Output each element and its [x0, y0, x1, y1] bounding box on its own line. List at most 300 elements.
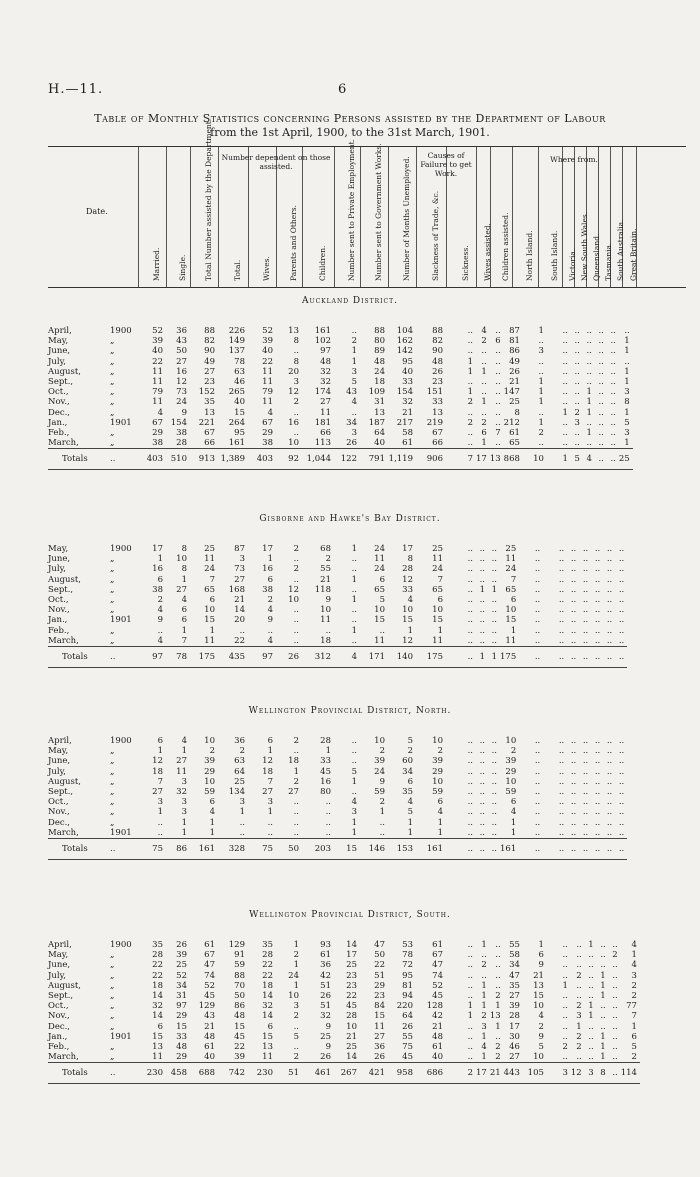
table-cell: .. [351, 584, 357, 595]
table-cell: .. [491, 564, 497, 575]
table-cell: 2 [467, 397, 473, 408]
table-cell: .. [467, 756, 473, 767]
table-cell: 18 [288, 756, 299, 767]
table-cell: 6 [157, 574, 163, 585]
table-cell: 40 [234, 397, 245, 408]
table-cell: 791 [360, 449, 388, 470]
table-cell: 14 [152, 1011, 163, 1022]
table-cell: 10 [374, 736, 385, 746]
table-cell: .. [600, 950, 606, 961]
row-year: 1901 [110, 827, 132, 838]
table-cell: 1 [157, 554, 163, 565]
table-cell: .. [624, 356, 630, 367]
table-cell: .. [325, 797, 331, 808]
table-cell: 23 [204, 377, 215, 388]
table-cell: 11 [505, 554, 517, 565]
table-cell: .. [479, 807, 485, 818]
row-year: .. [110, 449, 138, 470]
table-cell: 13 [490, 449, 504, 470]
table-cell: .. [467, 564, 473, 575]
table-cell: 104 [396, 326, 413, 336]
table-row [48, 1011, 640, 1021]
table-cell: 47 [374, 940, 385, 950]
table-cell: .. [582, 574, 589, 585]
table-cell: .. [598, 387, 604, 398]
table-cell: 63 [234, 366, 245, 377]
table-cell: 12 [176, 377, 187, 388]
table-row [48, 626, 627, 636]
table-cell: 15 [234, 407, 245, 418]
table-cell: 3 [481, 1021, 487, 1032]
section-table [48, 544, 627, 668]
table-cell: 4 [407, 595, 413, 606]
row-year: 1900 [110, 940, 132, 950]
table-cell: 45 [402, 1052, 413, 1063]
column-label-months-unemp [396, 153, 411, 281]
table-cell: 61 [402, 438, 413, 449]
table-cell: 26 [346, 438, 357, 449]
table-cell: .. [576, 980, 582, 991]
table-cell: .. [558, 564, 565, 575]
column-divider [512, 147, 513, 287]
table-cell: .. [534, 797, 541, 808]
row-date: Dec., [48, 407, 71, 418]
table-cell: .. [598, 326, 604, 336]
table-cell: 5 [407, 807, 413, 818]
table-cell: .. [607, 449, 619, 470]
table-cell: 1 [600, 1052, 606, 1063]
row-year: „ [110, 980, 115, 991]
column-label-text: Queensland. [592, 233, 601, 281]
row-date: August, [48, 776, 82, 787]
table-cell: .. [610, 438, 616, 449]
table-cell: .. [588, 991, 594, 1002]
table-cell: 9 [325, 1021, 331, 1032]
table-cell: 7 [446, 449, 476, 470]
table-cell: .. [582, 736, 589, 746]
table-cell: 11 [262, 377, 273, 388]
table-cell: 3 [351, 366, 357, 377]
table-cell: 18 [262, 766, 273, 777]
table-cell: 86 [509, 346, 520, 357]
table-cell: 33 [432, 397, 443, 408]
table-cell: .. [600, 960, 606, 971]
table-cell: 3 [267, 797, 273, 808]
table-row [48, 807, 627, 817]
table-cell: .. [612, 1031, 618, 1042]
table-cell: 16 [320, 776, 331, 787]
table-row [48, 326, 633, 336]
table-row [48, 357, 633, 367]
row-date: Dec., [48, 817, 71, 828]
table-cell: 1 [586, 387, 592, 398]
table-cell: 31 [374, 397, 385, 408]
table-cell: 1 [267, 554, 273, 565]
table-cell: 67 [432, 428, 443, 439]
table-cell: 1 [407, 625, 413, 636]
table-cell: 27 [176, 356, 187, 367]
table-cell: .. [598, 428, 604, 439]
table-cell: 45 [234, 1031, 245, 1042]
table-cell: 7 [631, 1011, 637, 1022]
table-cell: 10 [432, 605, 443, 616]
table-cell: 36 [176, 326, 187, 336]
table-cell: 47 [432, 960, 443, 971]
table-cell: 25 [432, 544, 443, 554]
table-cell: 7 [181, 635, 187, 646]
row-year: 1901 [110, 417, 132, 428]
table-cell: .. [570, 787, 577, 798]
totals-label: Totals [48, 449, 110, 470]
table-cell: .. [479, 827, 485, 838]
table-cell: 95 [402, 970, 413, 981]
table-cell: 6 [157, 736, 163, 746]
table-cell: 1 [293, 766, 299, 777]
table-cell: 403 [138, 449, 166, 470]
row-date: August, [48, 980, 82, 991]
table-cell: 510 [166, 449, 190, 470]
table-cell: 45 [320, 766, 331, 777]
table-cell: 265 [228, 387, 245, 398]
table-cell: 80 [374, 336, 385, 347]
table-cell: 1 [538, 940, 544, 950]
table-cell: .. [467, 736, 473, 746]
table-cell: .. [598, 366, 604, 377]
table-cell: 3 [547, 1063, 571, 1084]
table-cell: .. [618, 625, 625, 636]
table-cell: 60 [402, 756, 413, 767]
table-cell: .. [467, 827, 473, 838]
table-cell: 2 [538, 1021, 544, 1032]
table-cell: 2 [631, 980, 637, 991]
table-cell: .. [618, 817, 625, 828]
table-cell: .. [612, 1011, 618, 1022]
table-cell: 161 [314, 326, 331, 336]
table-cell: 12 [152, 756, 163, 767]
table-cell: 1 [181, 746, 187, 757]
table-cell: 38 [176, 428, 187, 439]
table-cell: .. [582, 766, 589, 777]
table-cell: 59 [374, 787, 385, 798]
table-cell: 68 [320, 544, 331, 554]
table-cell: .. [495, 366, 501, 377]
table-cell: 35 [204, 397, 215, 408]
table-cell: 3 [181, 776, 187, 787]
table-cell: .. [562, 940, 568, 950]
table-cell: 1 [562, 407, 568, 418]
row-year: 1900 [110, 326, 132, 336]
table-cell: 48 [176, 1042, 187, 1053]
table-cell: .. [467, 746, 473, 757]
table-cell: .. [574, 326, 580, 336]
table-cell: 88 [432, 326, 443, 336]
table-cell: 443 [504, 1063, 523, 1084]
table-cell: .. [467, 574, 473, 585]
table-cell: .. [488, 839, 500, 860]
table-row [48, 950, 640, 960]
column-label-total [227, 153, 242, 281]
table-cell: .. [606, 787, 613, 798]
table-cell: 78 [402, 950, 413, 961]
table-cell: 23 [346, 970, 357, 981]
table-cell: 3 [239, 554, 245, 565]
table-cell: 4 [267, 635, 273, 646]
table-cell: 1 [351, 595, 357, 606]
table-cell: 32 [320, 366, 331, 377]
table-cell: 1 [467, 1001, 473, 1012]
table-cell: 154 [396, 387, 413, 398]
row-year: 1901 [110, 615, 132, 626]
table-cell: .. [582, 776, 589, 787]
table-cell: 1 [467, 356, 473, 367]
table-cell: 2 [407, 746, 413, 757]
table-cell: 2 [495, 991, 501, 1002]
table-cell: .. [467, 766, 473, 777]
table-cell: 2 [325, 554, 331, 565]
table-row [48, 336, 633, 346]
table-cell: 39 [152, 336, 163, 347]
table-cell: 25 [320, 1031, 331, 1042]
table-cell: .. [267, 817, 273, 828]
table-cell: 65 [204, 584, 215, 595]
table-cell: 10 [346, 1021, 357, 1032]
table-row [48, 767, 627, 777]
table-cell: .. [481, 407, 487, 418]
table-cell: .. [576, 960, 582, 971]
table-cell: .. [479, 776, 485, 787]
row-year: „ [110, 1042, 115, 1053]
table-cell: 24 [374, 544, 385, 554]
table-cell: .. [495, 387, 501, 398]
table-cell: 24 [374, 564, 385, 575]
table-cell: 94 [402, 991, 413, 1002]
table-cell: .. [606, 766, 613, 777]
table-cell: 4 [583, 449, 595, 470]
table-cell: .. [610, 377, 616, 388]
table-cell: 38 [152, 438, 163, 449]
table-cell: 61 [204, 940, 215, 950]
row-year: „ [110, 797, 115, 808]
table-cell: .. [574, 356, 580, 367]
table-cell: 6 [437, 595, 443, 606]
table-cell: 26 [176, 940, 187, 950]
table-cell: .. [479, 746, 485, 757]
table-cell: 1 [407, 817, 413, 828]
table-cell: .. [574, 438, 580, 449]
table-cell: .. [491, 574, 497, 585]
table-row [48, 1042, 640, 1052]
table-cell: 686 [416, 1063, 446, 1084]
table-cell: .. [606, 625, 613, 636]
table-cell: 80 [320, 787, 331, 798]
table-cell: .. [582, 787, 589, 798]
column-label-text: South Island. [550, 230, 559, 281]
table-cell: .. [293, 554, 299, 565]
totals-row [48, 1063, 640, 1084]
table-cell: .. [574, 377, 580, 388]
table-cell: .. [467, 797, 473, 808]
table-cell: 75 [402, 1042, 413, 1053]
table-cell: 26 [432, 366, 443, 377]
table-cell: .. [558, 746, 565, 757]
column-label-children [312, 153, 327, 281]
table-cell: 219 [426, 417, 443, 428]
table-cell: 20 [234, 615, 245, 626]
table-cell: 162 [396, 336, 413, 347]
table-cell: .. [612, 1052, 618, 1063]
row-date: July, [48, 766, 66, 777]
table-cell: 28 [262, 950, 273, 961]
table-cell: 6 [157, 1021, 163, 1032]
table-cell: .. [594, 766, 601, 777]
table-cell: 102 [314, 336, 331, 347]
table-cell: 6 [510, 595, 517, 606]
table-cell: .. [562, 960, 568, 971]
table-cell: 1 [481, 980, 487, 991]
table-cell: .. [594, 574, 601, 585]
table-cell: 1 [209, 827, 215, 838]
table-cell: .. [594, 554, 601, 565]
table-cell: 10 [204, 776, 215, 787]
row-year: „ [110, 787, 115, 798]
table-cell: .. [534, 635, 541, 646]
table-cell: 1 [481, 940, 487, 950]
column-label-text: Sickness. [461, 245, 470, 281]
table-cell: 1 [351, 827, 357, 838]
table-row [48, 615, 627, 625]
totals-label: Totals [48, 1063, 110, 1084]
table-cell: .. [582, 635, 589, 646]
table-cell: 15 [374, 1011, 385, 1022]
table-cell: 29 [262, 428, 273, 439]
table-cell: 25 [509, 397, 520, 408]
column-label-parents [283, 153, 298, 281]
table-cell: 3 [538, 346, 544, 357]
table-cell: .. [467, 635, 473, 646]
table-cell: .. [325, 827, 331, 838]
table-cell: 24 [432, 564, 443, 575]
table-cell: 42 [432, 1011, 443, 1022]
table-cell: .. [562, 950, 568, 961]
table-cell: 913 [190, 449, 218, 470]
table-cell: .. [594, 625, 601, 636]
table-cell: 21 [346, 1031, 357, 1042]
table-cell: 22 [262, 970, 273, 981]
table-cell: 39 [204, 756, 215, 767]
table-cell: 2 [239, 746, 245, 757]
table-cell: .. [594, 797, 601, 808]
table-cell: 1 [538, 326, 544, 336]
table-cell: .. [558, 635, 565, 646]
table-cell: 35 [152, 940, 163, 950]
table-cell: .. [570, 615, 577, 626]
table-row [48, 1032, 640, 1042]
table-cell: 1 [407, 827, 413, 838]
table-cell: 58 [509, 950, 520, 961]
table-cell: 50 [374, 950, 385, 961]
table-cell: 29 [176, 1052, 187, 1063]
row-date: May, [48, 950, 69, 961]
row-year: „ [110, 438, 115, 449]
row-date: Jan., [48, 1031, 68, 1042]
table-cell: 15 [262, 1031, 273, 1042]
column-label-children-assisted [495, 153, 510, 281]
table-cell: .. [610, 397, 616, 408]
table-cell: 151 [426, 387, 443, 398]
table-cell: .. [467, 377, 473, 388]
table-cell: .. [479, 544, 485, 554]
table-cell: 14 [262, 1011, 273, 1022]
table-cell: 90 [204, 346, 215, 357]
table-cell: .. [479, 736, 485, 746]
table-cell: 128 [426, 1001, 443, 1012]
table-cell: 48 [320, 356, 331, 367]
table-cell: 142 [396, 346, 413, 357]
table-cell: .. [618, 544, 625, 554]
table-cell: 10 [288, 595, 299, 606]
table-cell: 1 [351, 776, 357, 787]
table-cell: .. [562, 1001, 568, 1012]
column-label-text: North Island. [525, 230, 534, 281]
table-cell: 1 [624, 407, 630, 418]
table-cell: 15 [505, 615, 517, 626]
table-cell: .. [609, 1063, 621, 1084]
table-cell: 11 [432, 635, 443, 646]
table-cell: 26 [276, 647, 302, 668]
table-cell: 140 [388, 647, 416, 668]
table-cell: 1 [467, 1011, 473, 1022]
table-cell: 1 [586, 407, 592, 418]
table-cell: .. [603, 839, 615, 860]
table-cell: 30 [509, 1031, 520, 1042]
table-cell: .. [624, 326, 630, 336]
row-year: „ [110, 397, 115, 408]
column-label-text: Number sent to Private Employment. [347, 138, 356, 281]
table-cell: 12 [402, 574, 413, 585]
table-cell: 175 [190, 647, 218, 668]
table-cell: 15 [204, 615, 215, 626]
table-cell: 45 [204, 991, 215, 1002]
table-cell: 61 [320, 950, 331, 961]
table-cell: 10 [523, 449, 547, 470]
table-cell: 2 [293, 544, 299, 554]
table-cell: 47 [204, 960, 215, 971]
table-cell: 11 [204, 635, 215, 646]
table-cell: 1 [588, 1011, 594, 1022]
table-cell: 39 [505, 756, 517, 767]
table-cell: 39 [509, 1001, 520, 1012]
table-cell: .. [594, 787, 601, 798]
table-cell: 17 [476, 449, 490, 470]
table-cell: .. [582, 584, 589, 595]
table-cell: 1 [325, 746, 331, 757]
table-cell: 129 [198, 1001, 215, 1012]
table-cell: 2 [562, 1042, 568, 1053]
table-cell: 1 [600, 991, 606, 1002]
title-line-2: from the 1st April, 1900, to the 31st March, 1901. [210, 126, 490, 139]
table-cell: 10 [505, 736, 517, 746]
table-cell: 82 [204, 336, 215, 347]
table-cell: .. [618, 807, 625, 818]
table-cell: .. [467, 438, 473, 449]
table-cell: .. [562, 991, 568, 1002]
row-year: 1901 [110, 1031, 132, 1042]
table-cell: 59 [234, 960, 245, 971]
table-cell: .. [562, 1011, 568, 1022]
table-cell: 3 [576, 1011, 582, 1022]
table-cell: 2 [574, 407, 580, 418]
table-cell: .. [467, 980, 473, 991]
